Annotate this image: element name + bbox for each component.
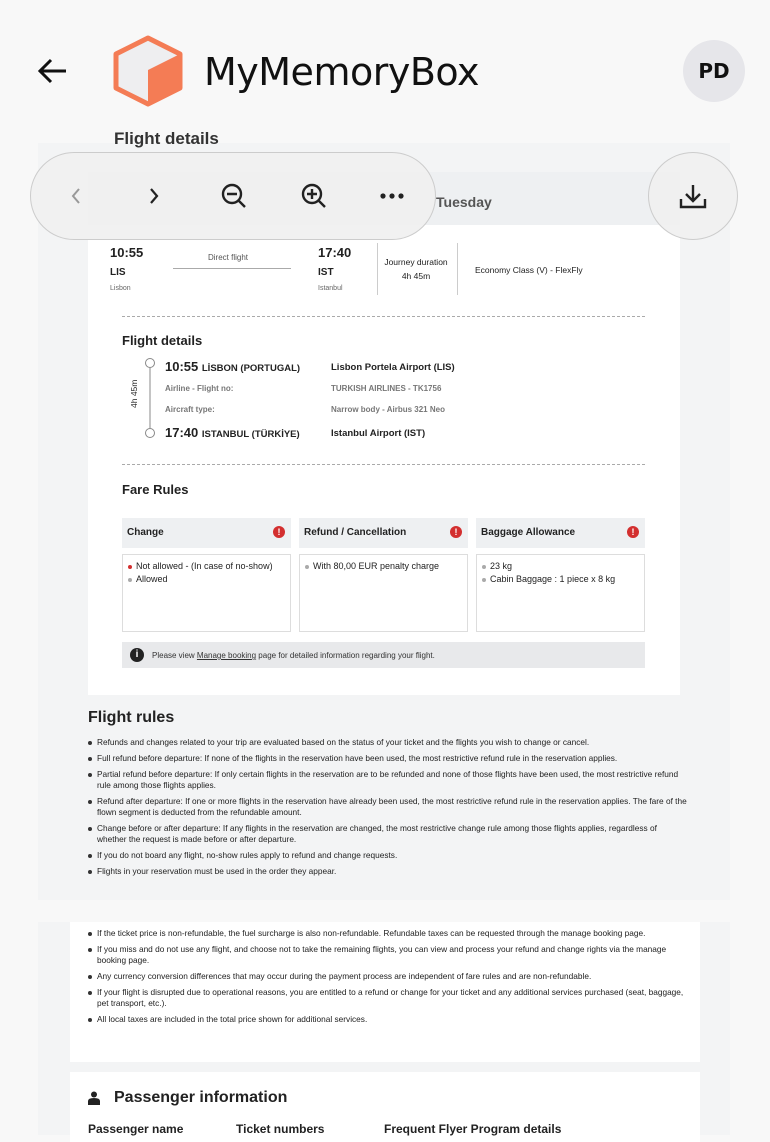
more-options-button[interactable] [377, 181, 407, 211]
box-logo-icon [110, 34, 186, 108]
arrow-left-icon [36, 56, 70, 86]
back-button[interactable] [36, 56, 70, 86]
dep-time: 10:55 [110, 245, 144, 260]
dep-airport: Lisbon Portela Airport (LIS) [331, 362, 455, 373]
manage-booking-note [122, 642, 645, 668]
dep-place: LİSBON (PORTUGAL) [201, 363, 301, 374]
divider [457, 243, 458, 295]
passenger-card [70, 1072, 700, 1142]
info-icon: i [130, 648, 144, 662]
arr-time: 17:40 [318, 245, 352, 260]
rule-item: Full refund before departure: If none of the flights in the reservation have been used, the most restrictive refund rule in the reservation applies. [88, 753, 688, 764]
rule-item: Refund after departure: If one or more flights in the reservation have already been used, the most restrictive refund rule in the reservation applies. The fare of the flown segment is deducted from the refundable amount. [88, 796, 688, 818]
prev-page-button[interactable] [61, 181, 91, 211]
note-text: page for detailed information regarding your flight. [256, 651, 435, 660]
fare-col-change-header [122, 518, 291, 548]
ghost-heading: Flight details [114, 129, 219, 148]
document-page-1 [38, 129, 730, 900]
rule-item: Change before or after departure: If any flights in the reservation are changed, the most restrictive change rule among those flights applies, regardless of whether the request is made before or after departure. [88, 823, 688, 845]
direct-flight: Direct flight [208, 253, 249, 262]
flight-rules-title: Flight rules [88, 709, 175, 726]
flight-segment [88, 172, 680, 695]
manage-booking-link[interactable]: Manage booking [196, 651, 257, 660]
dashed-divider [122, 464, 645, 465]
passenger-title: Passenger information [114, 1089, 288, 1106]
chevron-right-icon [147, 186, 161, 206]
aircraft-label: Aircraft type: [165, 405, 215, 414]
fare-col-baggage-body [476, 554, 645, 632]
rule-item: If you miss and do not use any flight, and choose not to take the remaining flights, you can view and process your refund and change rights via the manage booking page. [88, 944, 688, 966]
arr-time-detail: 17:40 [165, 425, 199, 440]
rule-item: If you do not board any flight, no-show rules apply to refund and change requests. [88, 850, 688, 861]
airline-value: TURKISH AIRLINES - TK1756 [331, 384, 442, 393]
rule-item: All local taxes are included in the total price shown for additional services. [88, 1014, 688, 1025]
fare-title: Fare Rules [122, 482, 189, 497]
person-icon [88, 1091, 100, 1105]
fare-col-refund-header [299, 518, 468, 548]
avatar[interactable]: PD [683, 40, 745, 102]
fare-item: Cabin Baggage : 1 piece x 8 kg [490, 574, 616, 584]
arr-code: IST [318, 267, 334, 278]
download-icon [678, 182, 708, 210]
info-alert-icon[interactable]: ! [450, 526, 462, 538]
next-page-button[interactable] [139, 181, 169, 211]
rule-item: Flights in your reservation must be used in the order they appear. [88, 866, 688, 877]
viewer-toolbar [30, 152, 436, 240]
duration-value: 4h 45m [401, 271, 431, 281]
arr-place: ISTANBUL (TÜRKİYE) [201, 429, 300, 440]
fare-item: Not allowed - (In case of no-show) [136, 561, 273, 571]
dep-code: LIS [110, 267, 126, 278]
route-line [173, 268, 291, 269]
timeline-icon [143, 358, 157, 438]
col-passenger-name: Passenger name [88, 1122, 184, 1136]
zoom-in-button[interactable] [299, 181, 329, 211]
info-alert-icon[interactable]: ! [627, 526, 639, 538]
rule-item: If the ticket price is non-refundable, the fuel surcharge is also non-refundable. Refundable taxes can be requested through the manage booking page. [88, 928, 688, 939]
flight-rules [88, 709, 688, 882]
fare-item: With 80,00 EUR penalty charge [313, 561, 440, 571]
zoom-out-button[interactable] [219, 181, 249, 211]
flight-card [105, 225, 662, 680]
note-text: Please view [152, 651, 197, 660]
col-ticket-numbers: Ticket numbers [236, 1122, 325, 1136]
document-page-2 [38, 922, 730, 1135]
fare-col-refund-body [299, 554, 468, 632]
brand-name: MyMemoryBox [204, 50, 479, 94]
fare-col-title: Refund / Cancellation [304, 527, 407, 538]
cabin-class: Economy Class (V) - FlexFly [475, 265, 583, 275]
download-button[interactable] [648, 152, 738, 240]
app-header [0, 0, 770, 140]
rule-item: If your flight is disrupted due to operational reasons, you are entitled to a refund or change for your ticket and any additional services purchased (seat, baggage, pet transport, etc.). [88, 987, 688, 1009]
fare-item: Allowed [136, 574, 168, 584]
more-dots-icon [379, 192, 405, 200]
duration-label: Journey duration [384, 257, 448, 267]
details-title: Flight details [122, 333, 203, 348]
info-alert-icon[interactable]: ! [273, 526, 285, 538]
arr-city: Istanbul [318, 285, 343, 292]
airline-label: Airline - Flight no: [165, 384, 234, 393]
fare-col-title: Change [127, 527, 164, 538]
timeline-duration: 4h 45m [129, 379, 139, 408]
day-label: Tuesday [436, 194, 492, 210]
arr-airport: Istanbul Airport (IST) [331, 428, 426, 439]
divider [377, 243, 378, 295]
fare-col-baggage-header [476, 518, 645, 548]
rule-item: Any currency conversion differences that may occur during the payment process are independent of fare rules and are non-refundable. [88, 971, 688, 982]
aircraft-value: Narrow body - Airbus 321 Neo [331, 405, 445, 414]
zoom-out-icon [220, 182, 248, 210]
rule-item: Partial refund before departure: If only certain flights in the reservation are to be refunded and none of those flights have been used, the most restrictive refund rule among those flights applies. [88, 769, 688, 791]
fare-item: 23 kg [490, 561, 513, 571]
fare-col-change-body [122, 554, 291, 632]
zoom-in-icon [300, 182, 328, 210]
dep-city: Lisbon [110, 285, 131, 292]
chevron-left-icon [69, 186, 83, 206]
col-ffp-details: Frequent Flyer Program details [384, 1122, 562, 1136]
fare-col-title: Baggage Allowance [481, 527, 576, 538]
dashed-divider [122, 316, 645, 317]
rule-item: Refunds and changes related to your trip are evaluated based on the status of your ticket and the flights you wish to change or cancel. [88, 737, 688, 748]
dep-time-detail: 10:55 [165, 359, 199, 374]
